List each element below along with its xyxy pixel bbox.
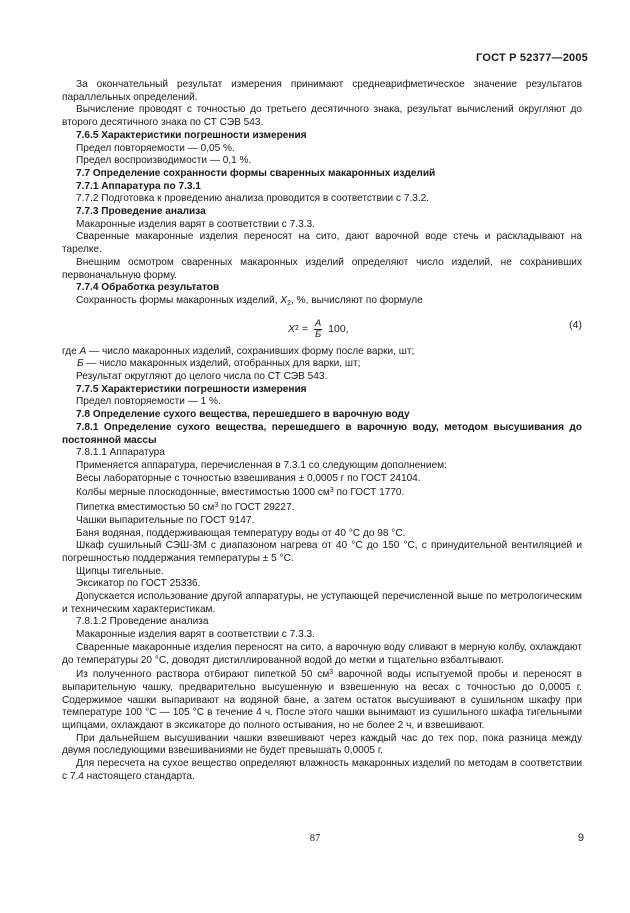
definition-text: — число макаронных изделий, отобранных для варки, шт; xyxy=(83,358,361,370)
paragraph: Макаронные изделия варят в соответствии с 7.3.3. xyxy=(76,629,315,641)
paragraph: Баня водяная, поддерживающая температуру воды от 40 °С до 98 °С. xyxy=(76,527,406,539)
paragraph xyxy=(62,667,582,733)
text-run: варочной воды испытуемой пробы и переносят в выпарительную чашку, предварительно высушенную и взвешенную на весах с точностью до 0,0005 г. Содержимое чашки выпаривают на водяной бане, а затем остаток высушивают в сушильном шкафу при температуре 100 °С — 105 °С в течение 4 ч. После этого чашки вынимают из сушильного шкафа тигельными щипцами, охлаждают в эксикаторе до полного остывания, но не более 2 ч, и взвешивают. xyxy=(62,669,582,732)
text-run: по ГОСТ 29227. xyxy=(218,502,295,514)
paragraph: При дальнейшем высушивании чашки взвешивают через каждый час до тех пор, пока разница между двумя последующими взвешиваниями не будет превышать 0,0005 г. xyxy=(62,732,582,757)
paragraph: Предел повторяемости — 1 %. xyxy=(76,396,221,408)
section-heading: 7.8.1 Определение сухого вещества, перешедшего в варочную воду, методом высушивания до постоянной массы xyxy=(62,421,582,446)
fraction xyxy=(314,319,322,340)
variable: X xyxy=(280,294,288,306)
subsection-title: 7.8.1.1 Аппаратура xyxy=(76,447,165,459)
superscript: 3 xyxy=(329,669,334,677)
formula xyxy=(288,319,349,340)
page-number: 9 xyxy=(577,832,584,844)
formula-equals: = xyxy=(298,322,311,335)
section-heading: 7.7 Определение сохранности формы сваренных макаронных изделий xyxy=(76,167,436,179)
paragraph: Применяется аппаратура, перечисленная в 7.3.1 со следующим дополнением: xyxy=(76,459,447,471)
standard-header: ГОСТ Р 52377—2005 xyxy=(476,52,588,64)
definition xyxy=(62,358,582,371)
paragraph: Для пересчета на сухое вещество определяют влажность макаронных изделий по методам в соответствии с 7.4 настоящего стандарта. xyxy=(62,758,582,782)
formula-lhs: X xyxy=(288,322,296,335)
paragraph: Сваренные макаронные изделия переносят на сито, дают варочной воде стечь и раскладывают на тарелке. xyxy=(62,231,582,256)
footer-sheet-number: 87 xyxy=(309,833,321,844)
paragraph: Щипцы тигельные. xyxy=(76,565,164,577)
where-word: где xyxy=(62,345,80,357)
document-body xyxy=(62,79,582,784)
section-heading: 7.7.4 Обработка результатов xyxy=(76,282,220,294)
text-run: Из полученного раствора отбирают пипеткой 50 см xyxy=(76,669,330,681)
section-heading: 7.7.1 Аппаратура по 7.3.1 xyxy=(76,180,201,192)
paragraph: Чашки выпарительные по ГОСТ 9147. xyxy=(76,514,255,526)
formula-subscript: 2 xyxy=(295,324,299,332)
definition-text: — число макаронных изделий, сохранивших форму после варки, шт; xyxy=(86,345,415,357)
paragraph: Шкаф сушильный СЭШ-3М с диапазоном нагрева от 40 °С до 150 °С, с принудительной вентиляцией и погрешностью поддержания температуры ± 5 °С. xyxy=(62,540,582,564)
text-run: Сохранность формы макаронных изделий, xyxy=(76,294,281,306)
superscript: 3 xyxy=(329,487,334,495)
paragraph: Предел воспроизводимости — 0,1 %. xyxy=(76,155,252,167)
paragraph: Эксикатор по ГОСТ 25336. xyxy=(76,578,201,590)
text-run: Колбы мерные плоскодонные, вместимостью 1000 см xyxy=(76,487,330,499)
paragraph: Результат округляют до целого числа по СТ СЭВ 543. xyxy=(76,371,328,383)
text-run: , %, вычисляют по формуле xyxy=(291,294,423,306)
definition xyxy=(62,346,582,359)
formula-tail: 100, xyxy=(325,322,349,335)
formula-block xyxy=(62,313,582,343)
paragraph: За окончательный результат измерения принимают среднеарифметическое значение результатов параллельных определений. xyxy=(62,79,582,103)
text-run: по ГОСТ 1770. xyxy=(333,487,405,499)
fraction-numerator: А xyxy=(314,317,322,329)
paragraph: 7.7.2 Подготовка к проведению анализа проводится в соответствии с 7.3.2. xyxy=(76,193,430,205)
formula-number: (4) xyxy=(569,318,582,331)
section-heading: 7.6.5 Характеристики погрешности измерения xyxy=(76,129,307,141)
section-heading: 7.8 Определение сухого вещества, перешедшего в варочную воду xyxy=(76,409,410,421)
subsection-title: 7.8.1.2 Проведение анализа xyxy=(76,616,209,628)
paragraph xyxy=(62,485,582,500)
fraction-denominator: Б xyxy=(314,328,322,340)
paragraph xyxy=(62,500,582,515)
paragraph: Внешним осмотром сваренных макаронных изделий определяют число изделий, не сохранивших первоначальную форму. xyxy=(62,256,582,281)
section-heading: 7.7.3 Проведение анализа xyxy=(76,206,206,218)
paragraph: Предел повторяемости — 0,05 %. xyxy=(76,142,235,154)
text-run: Пипетка вместимостью 50 см xyxy=(76,502,215,514)
paragraph: Сваренные макаронные изделия переносят на сито, а варочную воду сливают в мерную колбу, охлаждают до температуры 20 °С, доводят дистиллированной водой до метки и тщательно взбалтывают. xyxy=(62,641,582,666)
paragraph: Вычисление проводят с точностью до третьего десятичного знака, результат вычислений округляют до второго десятичного знака по СТ СЭВ 543. xyxy=(62,104,582,129)
section-heading: 7.7.5 Характеристики погрешности измерения xyxy=(76,383,307,395)
symbol: А xyxy=(79,345,87,357)
paragraph: Допускается использование другой аппаратуры, не уступающей перечисленной выше по метрологическим и техническим характеристикам. xyxy=(62,591,582,615)
paragraph: Макаронные изделия варят в соответствии с 7.3.3. xyxy=(76,218,315,230)
symbol: Б xyxy=(77,358,84,370)
paragraph xyxy=(62,295,582,311)
superscript: 3 xyxy=(214,502,219,510)
paragraph: Весы лабораторные с точностью взвешивания ± 0,0005 г по ГОСТ 24104. xyxy=(76,472,421,484)
subscript: 2 xyxy=(287,299,292,307)
